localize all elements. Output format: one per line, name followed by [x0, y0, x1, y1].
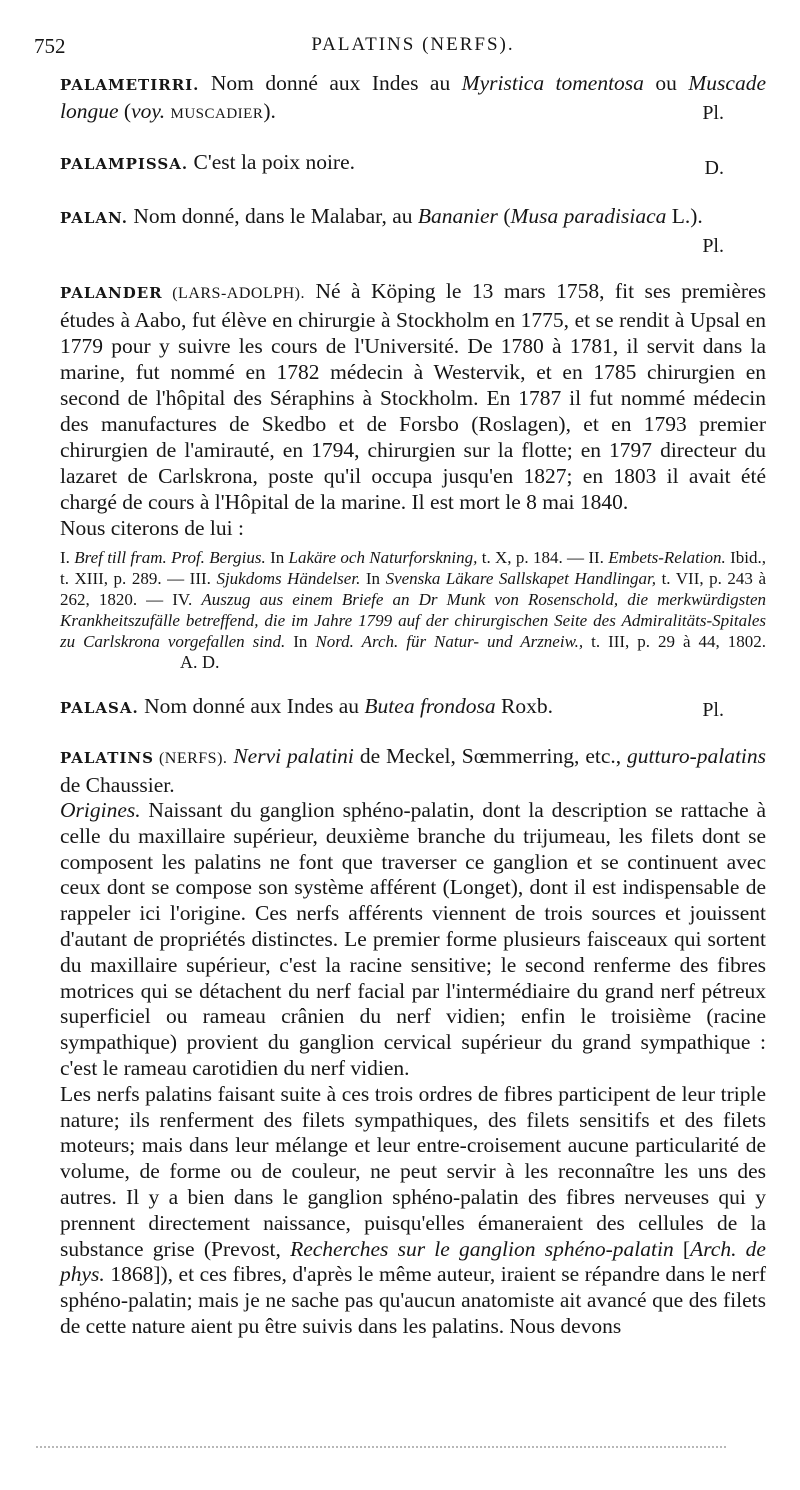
entry-palampissa: PALAMPISSA. C'est la poix noire. D. — [60, 150, 724, 179]
bottom-dotted-rule — [36, 1446, 726, 1450]
entry-signature: Pl. — [702, 699, 724, 721]
section-title: Origines. — [60, 798, 141, 822]
entry-palametirri: PALAMETIRRI. Nom donné aux Indes au Myristica tomentosa ou Muscade longue (voy. MUSCADIER). Pl. — [60, 71, 766, 124]
entry-palatins: PALATINS (NERFS). Nervi palatini de Meckel, Sœmmerring, etc., gutturo-palatins de Chaussier. — [60, 744, 767, 797]
entry-palasa: PALASA. Nom donné aux Indes au Butea frondosa Roxb. Pl. — [60, 694, 724, 721]
page-header — [34, 28, 766, 60]
headword: PALAMPISSA. — [60, 155, 189, 173]
headword: PALAMETIRRI. — [60, 76, 200, 94]
paragraph-origines: Origines. Naissant du ganglion sphéno-palatin, dont la description se rattache à celle du maxillaire supérieur, deuxième branche du trijumeau, les filets dont se composent les palatins ne font que traverser ce ganglion et se continuent avec ceux dont se compose son système afférent (Longet), dont il est indispensable de rappeler ici l'origine. Ces nerfs afférents viennent de trois sources et jouissent d'autant de propriétés distinctes. Le premier forme plusieurs faisceaux qui sortent du maxillaire supérieur, c'est la racine sensitive; le second renferme des fibres motrices qui se détachent du nerf facial par l'intermédiaire du grand nerf pétreux superficiel ou rameau crânien du nerf vidien; enfin le troisième (racine sympathique) provient du ganglion cervical supérieur du grand sympathique : c'est le rameau carotidien du nerf vidien. — [60, 798, 766, 1080]
entry-signature: Pl. — [702, 235, 724, 257]
cite-intro: Nous citerons de lui : — [60, 516, 244, 540]
entry-signature: D. — [704, 157, 724, 179]
bibliography: I. Bref till fram. Prof. Bergius. In Lakäre och Naturforskning, t. X, p. 184. — II. Embets-Relation. Ibid., t. XIII, p. 289. — III. Sjukdoms Händelser. In Svenska Läkare Sallskapet Handlingar, t. VII, p. 243 à 262, 1820. — IV. Auszug aus einem Briefe an Dr Munk von Rosenschold, die merkwürdigsten Krankheitszufälle betreffend, die im Jahre 1799 auf der chirurgischen Seite des Admiralitäts-Spitales zu Carlskrona vorgefallen sind. In Nord. Arch. für Natur- und Arzneiw., t. III, p. 29 à 44, 1802.A. D. — [60, 548, 767, 672]
page — [34, 28, 767, 1340]
entry-palander: PALANDER (LARS-ADOLPH). Né à Köping le 13 mars 1758, fit ses premières études à Aabo, fut élève en chirurgie à Stockholm en 1775, et se rendit à Upsal en 1779 pour y suivre les cours de l'Université. De 1780 à 1781, il servit dans la marine, fut nommé en 1782 médecin à Westervik, et en 1785 chirurgien en second de l'hôpital des Séraphins à Stockholm. En 1787 il fut nommé médecin des manufactures de Skedbo et de Forsbo (Roslagen), et en 1793 premier chirurgien de l'amirauté, en 1794, chirurgien sur la flotte; en 1797 directeur du lazaret de Carlskrona, poste qu'il occupa jusqu'en 1827; en 1803 il avait été chargé de cours à l'Hôpital de la marine. Il est mort le 8 mai 1840. — [60, 279, 766, 514]
headword: PALASA. — [60, 699, 139, 717]
entry-signature: Pl. — [702, 102, 724, 124]
page-number: 752 — [34, 34, 66, 58]
headword: PALANDER — [60, 284, 163, 302]
headword: PALAN. — [60, 209, 128, 227]
headword: PALATINS — [60, 749, 154, 767]
entry-palan: PALAN. Nom donné, dans le Malabar, au Bananier (Musa paradisiaca L.). — [60, 204, 703, 228]
running-head: PALATINS (NERFS). — [311, 34, 515, 55]
entry-signature: A. D. — [180, 652, 220, 672]
paragraph-nature: Les nerfs palatins faisant suite à ces trois ordres de fibres participent de leur triple nature; ils renferment des filets sympathiques, des filets sensitifs et des filets moteurs; mais dans leur mélange et leur entre-croisement aucune particularité de volume, de forme ou de couleur, ne peut servir à les reconnaître les uns des autres. Il y a bien dans le ganglion sphéno-palatin des fibres nerveuses qui y prennent directement naissance, puisqu'elles émaneraient des cellules de la substance grise (Prevost, Recherches sur le ganglion sphéno-palatin [Arch. de phys. 1868]), et ces fibres, d'après le même auteur, iraient se répandre dans le nerf sphéno-palatin; mais je ne sache pas qu'aucun anatomiste ait avancé que des filets de cette nature aient pu être suivis dans les palatins. Nous devons — [60, 1081, 766, 1338]
